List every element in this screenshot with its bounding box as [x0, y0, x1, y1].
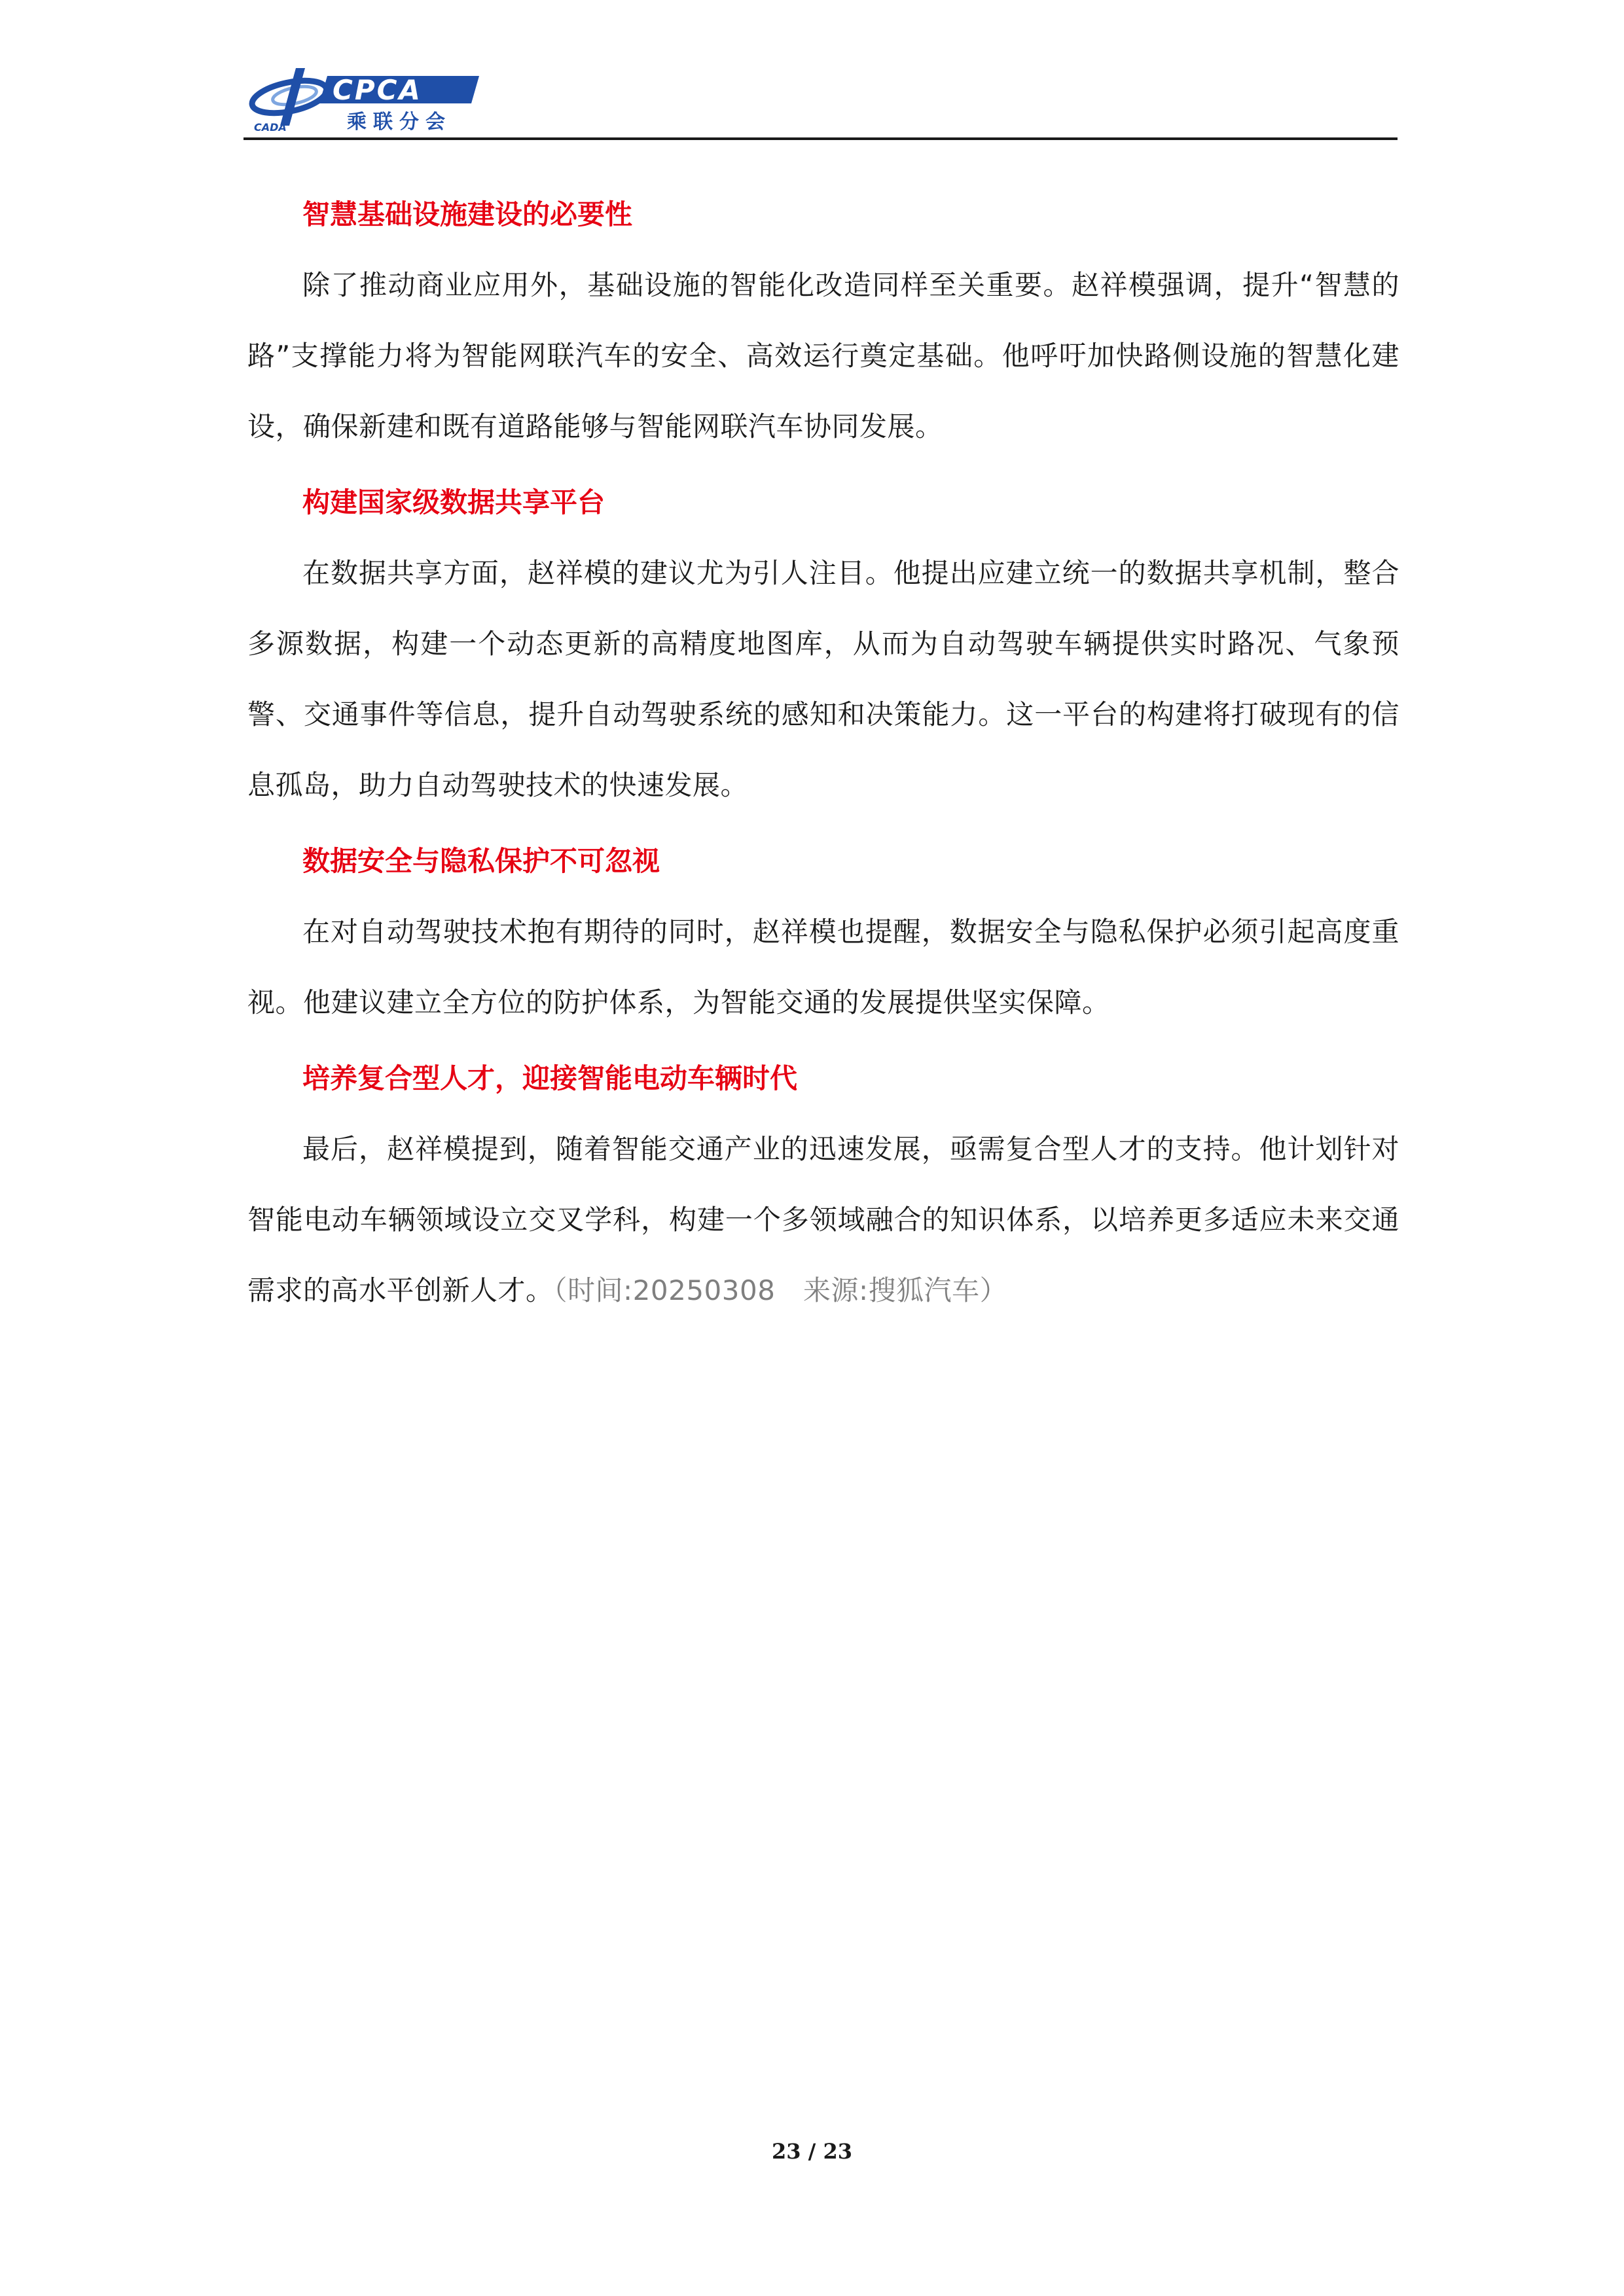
header-rule: [244, 137, 1398, 140]
page-number: 23 / 23: [771, 2139, 853, 2164]
section-paragraph: [247, 1114, 1399, 1326]
section-heading: 智慧基础设施建设的必要性: [302, 198, 633, 230]
logo-subtitle: 乘联分会: [347, 111, 452, 134]
section-paragraph: 在对自动驾驶技术抱有期待的同时，赵祥模也提醒，数据安全与隐私保护必须引起高度重视。他建议建立全方位的防护体系，为智能交通的发展提供坚实保障。: [247, 916, 1399, 1018]
page-header: [249, 63, 1388, 141]
source-note: （时间:20250308 来源:搜狐汽车）: [553, 1274, 1008, 1306]
section-paragraph: 在数据共享方面，赵祥模的建议尤为引人注目。他提出应建立统一的数据共享机制，整合多源数据，构建一个动态更新的高精度地图库，从而为自动驾驶车辆提供实时路况、气象预警、交通事件等信息，提升自动驾驶系统的感知和决策能力。这一平台的构建将打破现有的信息孤岛，助力自动驾驶技术的快速发展。: [247, 557, 1399, 801]
section-heading: 数据安全与隐私保护不可忽视: [302, 845, 660, 877]
section-heading: 构建国家级数据共享平台: [302, 486, 605, 518]
section-heading: 培养复合型人才，迎接智能电动车辆时代: [302, 1062, 798, 1094]
paragraph-text: 最后，赵祥模提到，随着智能交通产业的迅速发展，亟需复合型人才的支持。他计划针对智能电动车辆领域设立交叉学科，构建一个多领域融合的知识体系，以培养更多适应未来交通需求的高水平创新人才。: [247, 1133, 1399, 1306]
cpca-logo: [249, 63, 484, 135]
logo-text: CPCA: [333, 74, 422, 106]
logo-small-text: CADA: [254, 121, 287, 134]
article-body: [247, 195, 1399, 1326]
section-paragraph: 除了推动商业应用外，基础设施的智能化改造同样至关重要。赵祥模强调，提升“智慧的路”支撑能力将为智能网联汽车的安全、高效运行奠定基础。他呼吁加快路侧设施的智慧化建设，确保新建和既有道路能够与智能网联汽车协同发展。: [247, 269, 1399, 442]
